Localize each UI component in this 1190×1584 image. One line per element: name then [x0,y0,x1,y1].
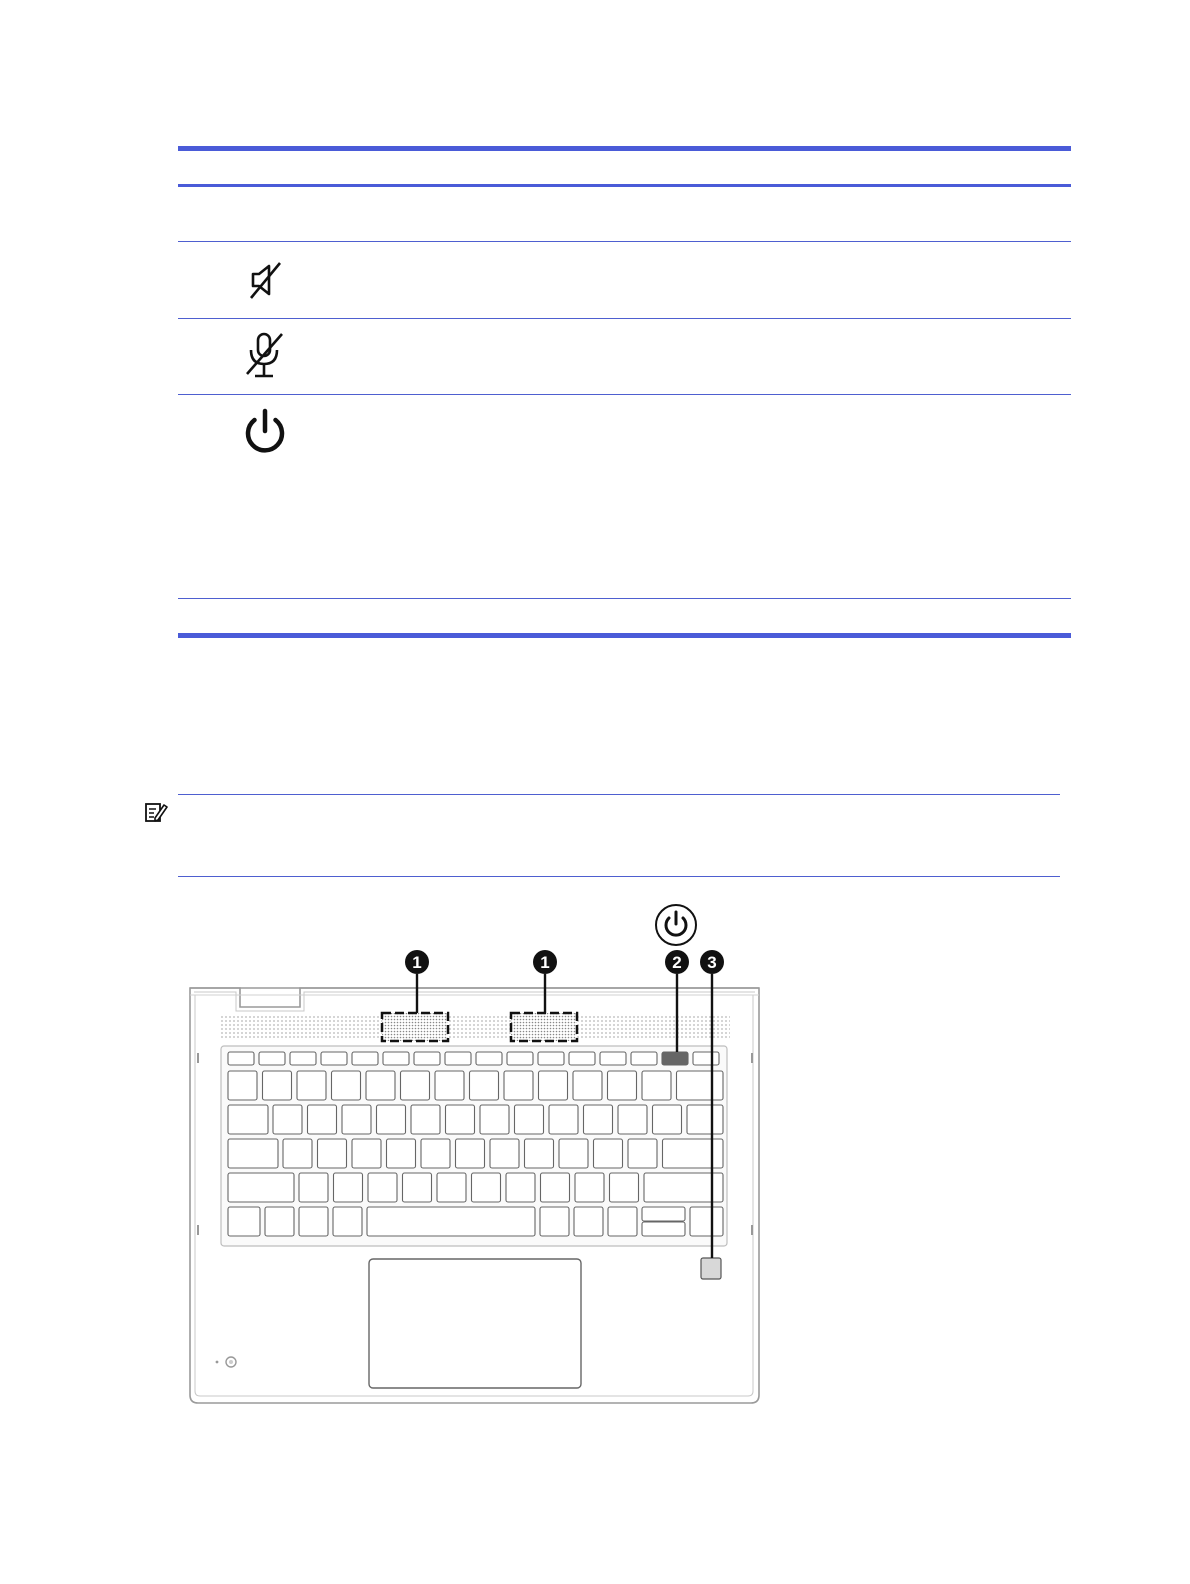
caps-lock-key [228,1139,278,1168]
key [283,1139,312,1168]
function-key [290,1052,316,1065]
power-icon [239,406,291,458]
touchpad [369,1259,581,1388]
key [504,1071,533,1100]
callout-1-speakers [405,950,429,974]
key [653,1105,682,1134]
down-arrow-key [642,1222,685,1236]
speaker-right [511,1013,577,1041]
key [401,1071,430,1100]
callout-1-speakers [533,950,557,974]
key [332,1071,361,1100]
power-key [662,1052,688,1065]
note-bottom-rule [178,876,1060,877]
function-key [228,1052,254,1065]
space-key [367,1207,535,1236]
svg-text:2: 2 [672,953,682,972]
left-arrow-key [608,1207,637,1236]
function-key [569,1052,595,1065]
table-row-rule [178,394,1071,395]
note-top-rule [178,794,1060,795]
function-key [631,1052,657,1065]
function-key [259,1052,285,1065]
key [472,1173,501,1202]
important-note-icon [144,801,168,823]
function-key [414,1052,440,1065]
key [342,1105,371,1134]
keyboard [228,1052,723,1236]
callout-3-fingerprint-reader [700,950,724,974]
key [610,1173,639,1202]
table-row-rule [178,241,1071,242]
enter-key [663,1139,724,1168]
key [490,1139,519,1168]
fn-key [265,1207,294,1236]
speaker-mute-icon [244,259,286,301]
microphone-mute-icon [242,330,288,380]
key [263,1071,292,1100]
key [456,1139,485,1168]
win-key [299,1207,328,1236]
keyboard-area-diagram [180,895,780,1420]
key [608,1071,637,1100]
key [549,1105,578,1134]
function-key [693,1052,719,1065]
svg-text:3: 3 [707,953,717,972]
table-header-rule [178,184,1071,187]
shift-key [228,1173,294,1202]
right-arrow-key [690,1207,723,1236]
key [435,1071,464,1100]
key [403,1173,432,1202]
key [308,1105,337,1134]
key [525,1139,554,1168]
key [368,1173,397,1202]
table-row-rule [178,598,1071,599]
key [446,1105,475,1134]
key [297,1071,326,1100]
function-key [383,1052,409,1065]
key [594,1139,623,1168]
key [541,1173,570,1202]
function-key [352,1052,378,1065]
tab-key [228,1105,268,1134]
key [506,1173,535,1202]
function-key [507,1052,533,1065]
alt-key [540,1207,569,1236]
table-top-rule [178,146,1071,151]
key [366,1071,395,1100]
key [352,1139,381,1168]
key [318,1139,347,1168]
ctrl-key [228,1207,260,1236]
key [387,1139,416,1168]
key [470,1071,499,1100]
up-arrow-key [642,1207,685,1221]
function-key [321,1052,347,1065]
key [228,1071,257,1100]
key [299,1173,328,1202]
svg-text:1: 1 [412,953,422,972]
key [618,1105,647,1134]
function-key [600,1052,626,1065]
key [628,1139,657,1168]
callout-2-power-button [665,950,689,974]
key [539,1071,568,1100]
speaker-left [382,1013,448,1041]
key [575,1173,604,1202]
function-key [445,1052,471,1065]
key [642,1071,671,1100]
backslash-key [687,1105,723,1134]
function-key [538,1052,564,1065]
table-bottom-rule [178,633,1071,638]
svg-text:1: 1 [540,953,550,972]
table-row-rule [178,318,1071,319]
key [573,1071,602,1100]
key [480,1105,509,1134]
key [559,1139,588,1168]
key [334,1173,363,1202]
callout-power-icon [656,905,696,945]
function-key [476,1052,502,1065]
ctrl-key [574,1207,603,1236]
key [421,1139,450,1168]
key [273,1105,302,1134]
key [411,1105,440,1134]
fingerprint-reader [701,1258,721,1279]
speaker-grille [220,1016,730,1038]
key [377,1105,406,1134]
key [437,1173,466,1202]
alt-key [333,1207,362,1236]
key [584,1105,613,1134]
backspace-key [677,1071,724,1100]
key [515,1105,544,1134]
